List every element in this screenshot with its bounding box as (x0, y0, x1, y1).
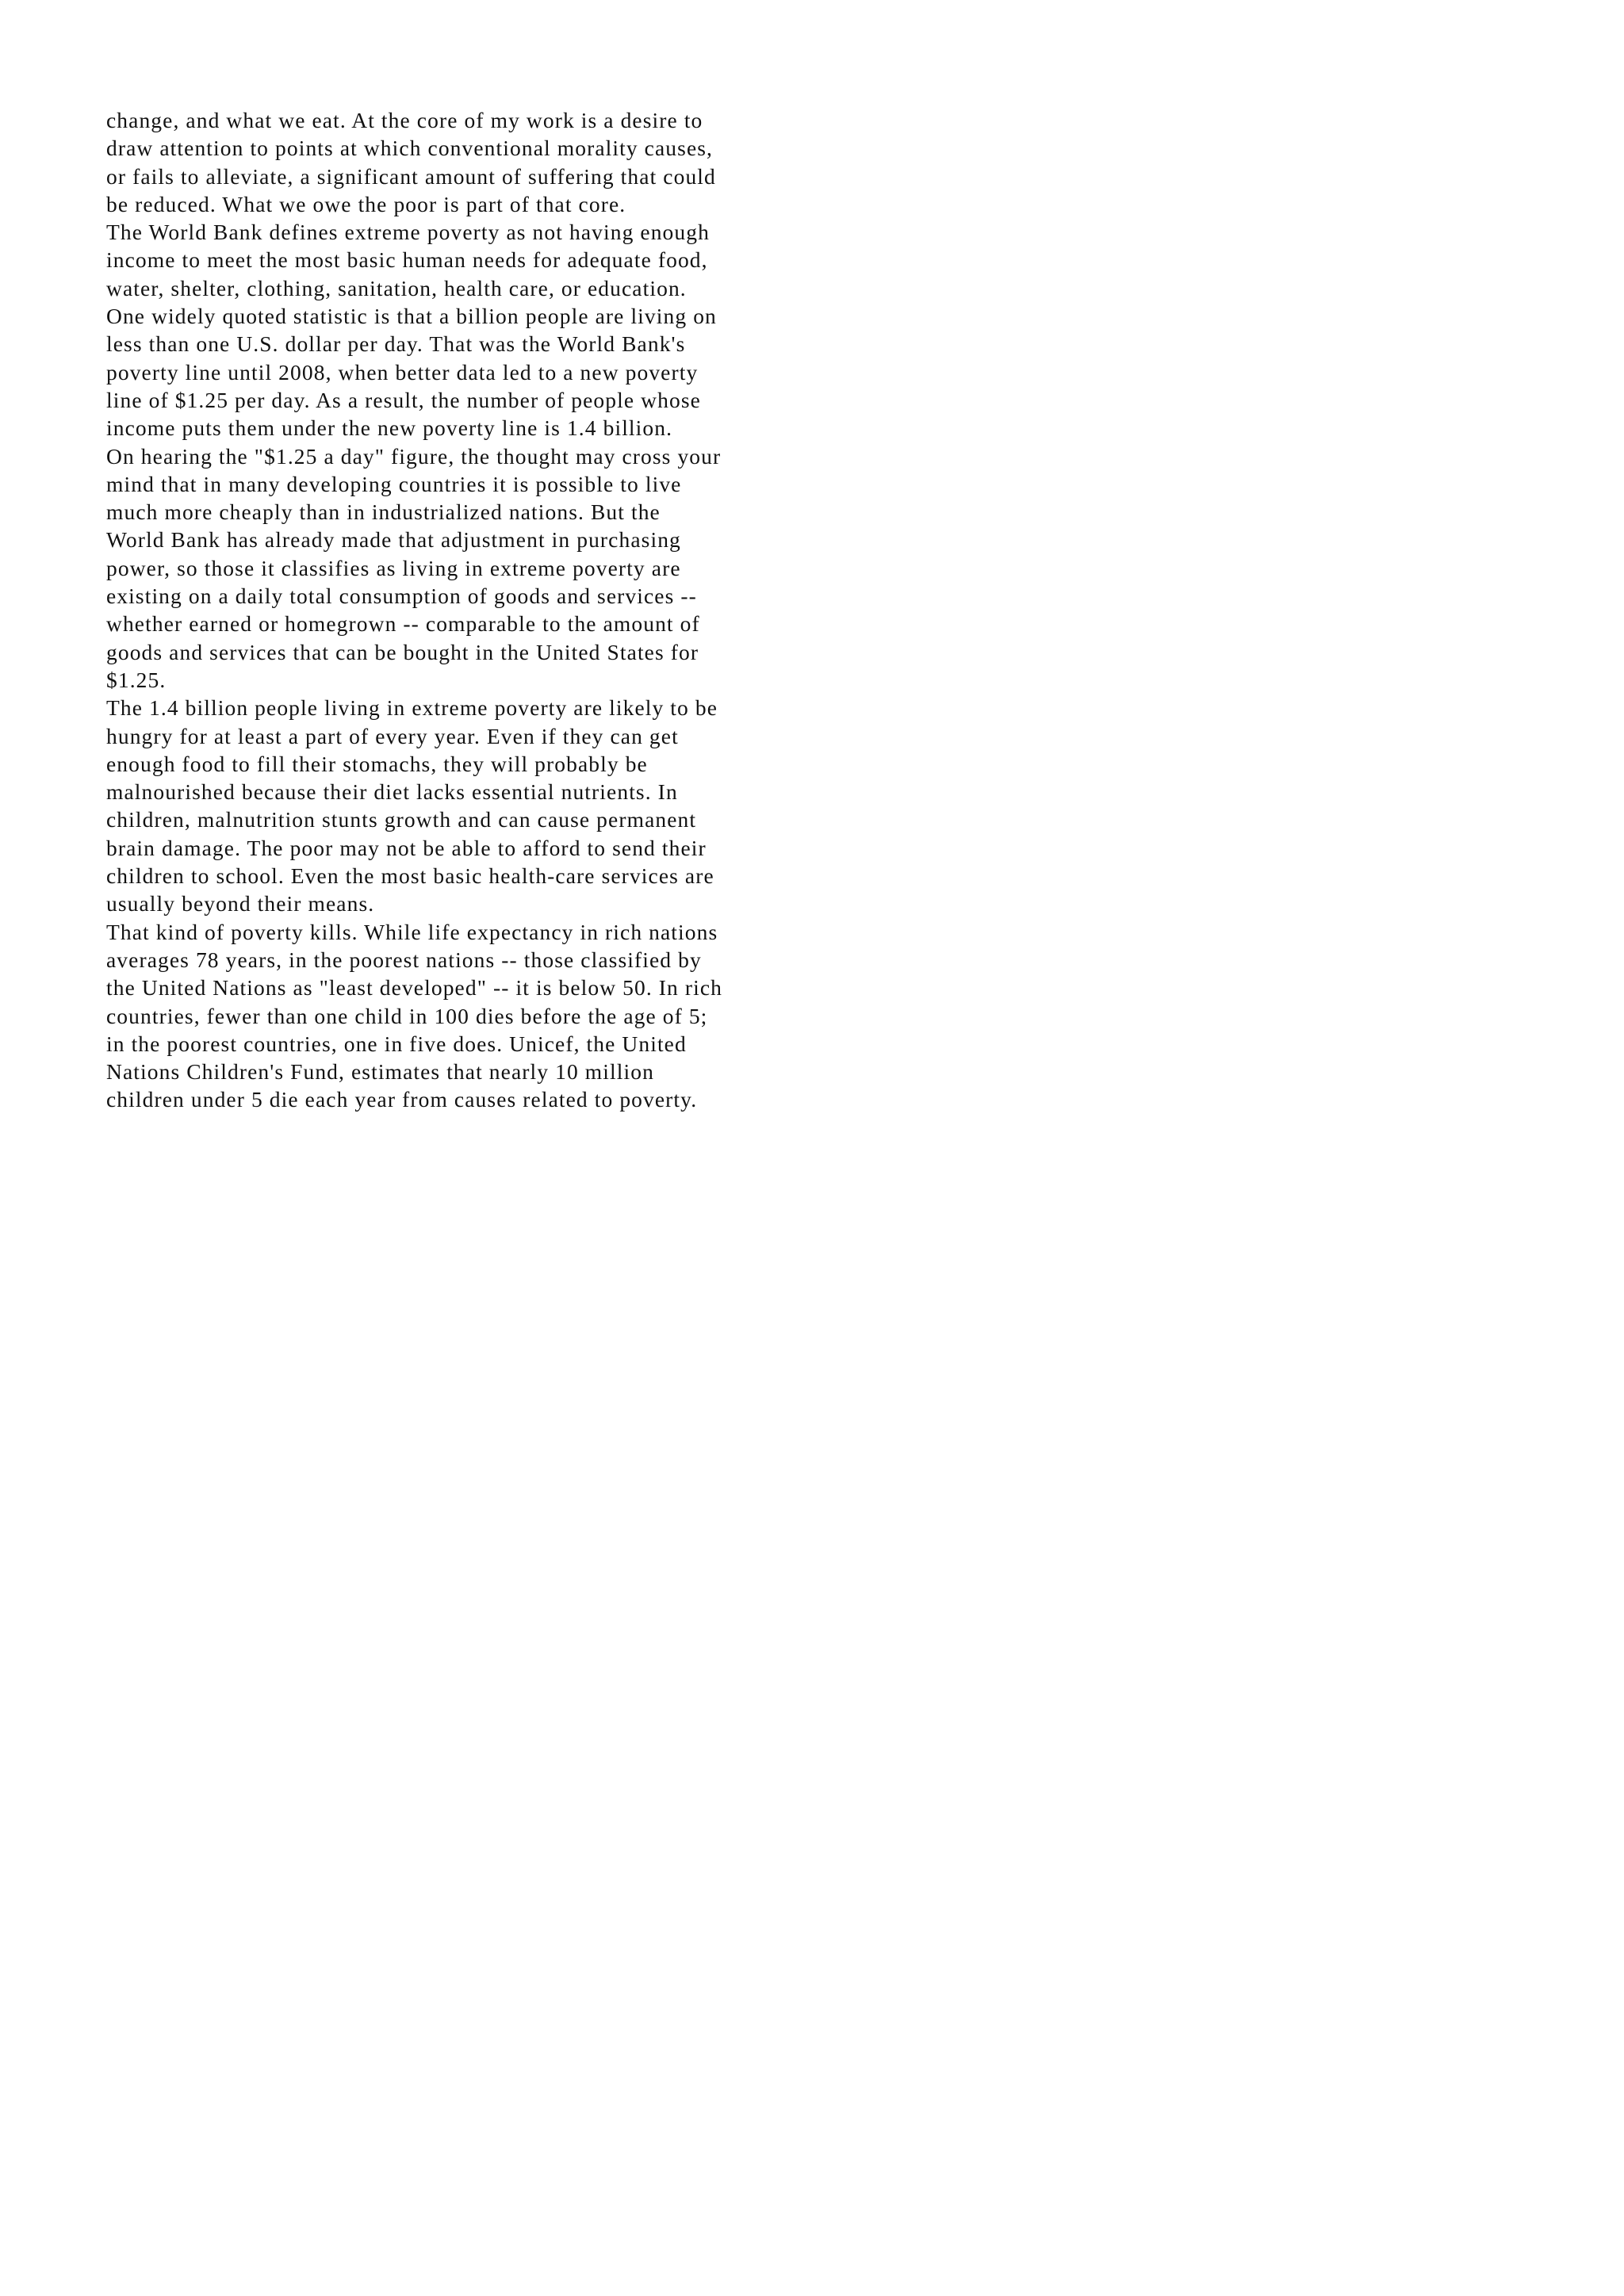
text-line: children to school. Even the most basic health-care services are (106, 863, 714, 889)
text-line: less than one U.S. dollar per day. That was the World Bank's (106, 331, 686, 357)
text-line: the United Nations as "least developed" -- it is below 50. In rich (106, 975, 723, 1001)
text-line: income to meet the most basic human needs for adequate food, (106, 247, 708, 273)
text-line: countries, fewer than one child in 100 dies before the age of 5; (106, 1003, 708, 1028)
text-line: be reduced. What we owe the poor is part of that core. (106, 191, 626, 216)
text-line: change, and what we eat. At the core of my work is a desire to (106, 108, 703, 132)
text-line: That kind of poverty kills. While life expectancy in rich nations (106, 919, 718, 944)
text-line: $1.25. (106, 667, 167, 692)
text-line: much more cheaply than in industrialized nations. But the (106, 499, 661, 525)
text-line: power, so those it classifies as living in extreme poverty are (106, 555, 681, 580)
text-line: water, shelter, clothing, sanitation, health care, or education. (106, 275, 687, 300)
text-line: mind that in many developing countries it is possible to live (106, 471, 682, 496)
text-line: poverty line until 2008, when better data led to a new poverty (106, 359, 699, 385)
body-text (106, 106, 804, 1114)
text-line: Nations Children's Fund, estimates that nearly 10 million (106, 1059, 654, 1085)
text-line: hungry for at least a part of every year. Even if they can get (106, 723, 679, 748)
text-line: income puts them under the new poverty line is 1.4 billion. (106, 415, 673, 441)
text-line: The World Bank defines extreme poverty as not having enough (106, 220, 710, 245)
text-line: The 1.4 billion people living in extreme poverty are likely to be (106, 695, 718, 721)
text-line: brain damage. The poor may not be able to afford to send their (106, 835, 707, 860)
text-line: goods and services that can be bought in the United States for (106, 639, 699, 664)
text-line: children, malnutrition stunts growth and can cause permanent (106, 807, 697, 832)
text-line: malnourished because their diet lacks essential nutrients. In (106, 779, 678, 805)
text-line: line of $1.25 per day. As a result, the number of people whose (106, 387, 701, 412)
text-line: children under 5 die each year from causes related to poverty. (106, 1087, 698, 1112)
text-line: World Bank has already made that adjustment in purchasing (106, 527, 681, 553)
text-line: One widely quoted statistic is that a billion people are living on (106, 304, 717, 329)
text-line: existing on a daily total consumption of goods and services -- (106, 584, 697, 609)
text-line: draw attention to points at which conventional morality causes, (106, 136, 714, 161)
text-line: averages 78 years, in the poorest nations -- those classified by (106, 947, 702, 972)
text-line: in the poorest countries, one in five does. Unicef, the United (106, 1031, 687, 1056)
text-line: usually beyond their means. (106, 891, 375, 916)
text-line: On hearing the "$1.25 a day" figure, the thought may cross your (106, 443, 722, 469)
text-line: or fails to alleviate, a significant amount of suffering that could (106, 163, 716, 189)
text-line: enough food to fill their stomachs, they will probably be (106, 751, 648, 776)
document-page (0, 0, 872, 1234)
text-line: whether earned or homegrown -- comparable to the amount of (106, 611, 700, 637)
